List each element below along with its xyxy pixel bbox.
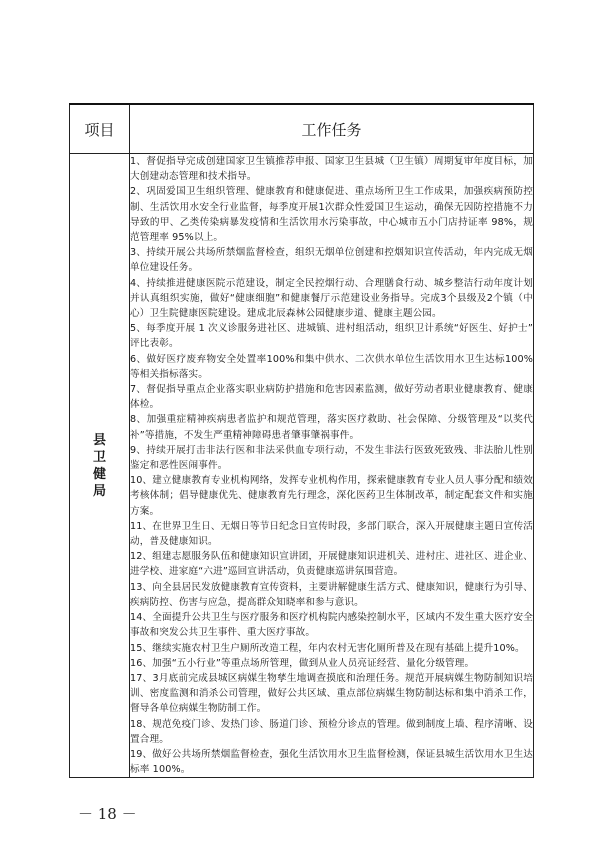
task-item: 4、持续推进健康医院示范建设，制定全民控烟行动、合理膳食行动、城乡整洁行动年度计划并认真组织实施，做好“健康细胞”和健康餐厅示范建设业务指导。完成3个县级及2个镇（中心）卫生院健康医院建设。建成北辰森林公园健康步道、健康主题公园。: [130, 277, 533, 320]
work-task-table: [69, 103, 534, 778]
task-item: 18、规范免疫门诊、发热门诊、肠道门诊、预检分诊点的管理。做到制度上墙、程序清晰、设置合理。: [130, 718, 533, 745]
task-item: 2、巩固爱国卫生组织管理、健康教育和健康促进、重点场所卫生工作成果，加强疾病预防控制、生活饮用水安全行业监督，每季度开展1次群众性爱国卫生运动，确保无因防控措施不力导致的甲、乙类传染病暴发疫情和生活饮用水污染事故，中心城市五小门店持证率 98%，规范管理率 95%以上。: [130, 186, 533, 244]
task-item: 15、继续实施农村卫生户厕所改造工程，年内农村无害化厕所普及在现有基础上提升10%。: [130, 642, 525, 654]
table-row: [70, 154, 534, 778]
task-item: 3、持续开展公共场所禁烟监督检查，组织无烟单位创建和控烟知识宣传活动，年内完成无烟单位建设任务。: [130, 247, 533, 274]
task-item: 19、做好公共场所禁烟监督检查，强化生活饮用水卫生监督检测，保证县城生活饮用水卫生达标率 100%。: [130, 748, 533, 776]
task-item: 5、每季度开展 1 次义诊服务进社区、进城镇、进村组活动，组织卫计系统“好医生、好护士” 评比表彰。: [130, 323, 533, 350]
task-list: [130, 154, 534, 778]
department-name: [93, 432, 106, 500]
task-item: 12、组建志愿服务队伍和健康知识宣讲团，开展健康知识进机关、进村庄、进社区、进企业、进学校、进家庭“六进”巡回宣讲活动，负责健康巡讲氛围营造。: [130, 551, 533, 578]
table-header-row: [70, 104, 534, 154]
task-item: 6、做好医疗废弃物安全处置率100%和集中供水、二次供水单位生活饮用水卫生达标100%等相关指标落实。: [130, 353, 533, 380]
page-number: － 18 －: [78, 805, 137, 823]
header-item: 项目: [70, 104, 130, 154]
department-char: 卫: [92, 449, 106, 465]
task-item: 1、督促指导完成创建国家卫生镇推荐申报、国家卫生县城（卫生镇）周期复审年度目标，加大创建动态管理和技术指导。: [130, 156, 533, 183]
task-item: 17、3月底前完成县城区病媒生物孳生地调查摸底和治理任务。规范开展病媒生物防制知识培训、密度监测和消杀公司管理，做好公共区域、重点部位病媒生物防制达标和集中消杀工作，督导各单位病媒生物防制工作。: [130, 672, 533, 715]
task-item: 13、向全县居民发放健康教育宣传资料，主要讲解健康生活方式、健康知识，健康行为引导、疾病防控、伤害与应急，提高群众知晓率和参与意识。: [130, 581, 533, 608]
header-task: 工作任务: [130, 104, 534, 154]
task-item: 8、加强重症精神疾病患者监护和规范管理，落实医疗救助、社会保障、分级管理及“以奖代补”等措施，不发生严重精神障碍患者肇事肇祸事件。: [130, 414, 533, 441]
task-item: 11、在世界卫生日、无烟日等节日纪念日宣传时段，多部门联合，深入开展健康主题日宣传活动，普及健康知识。: [130, 520, 533, 548]
task-item: 14、全面提升公共卫生与医疗服务和医疗机构院内感染控制水平，区域内不发生重大医疗安全事故和突发公共卫生事件、重大医疗事故。: [130, 612, 533, 639]
department-cell: [70, 154, 130, 778]
task-item: 16、加强“五小行业”等重点场所管理，做到从业人员亮证经营、量化分级管理。: [130, 657, 475, 669]
department-char: 县: [92, 432, 106, 448]
task-item: 9、持续开展打击非法行医和非法采供血专项行动，不发生非法行医致死致残、非法胎儿性别鉴定和恶性医闹事件。: [130, 444, 533, 472]
department-char: 局: [92, 483, 106, 499]
department-char: 健: [92, 466, 106, 482]
task-item: 10、建立健康教育专业机构网络，发挥专业机构作用，探索健康教育专业人员人事分配和绩效考核体制；倡导健康优先、健康教育先行理念，深化医药卫生体制改革，制定配套文件和实施方案。: [130, 475, 533, 517]
task-item: 7、督促指导重点企业落实职业病防护措施和危害因素监测，做好劳动者职业健康教育、健康体检。: [130, 384, 533, 411]
